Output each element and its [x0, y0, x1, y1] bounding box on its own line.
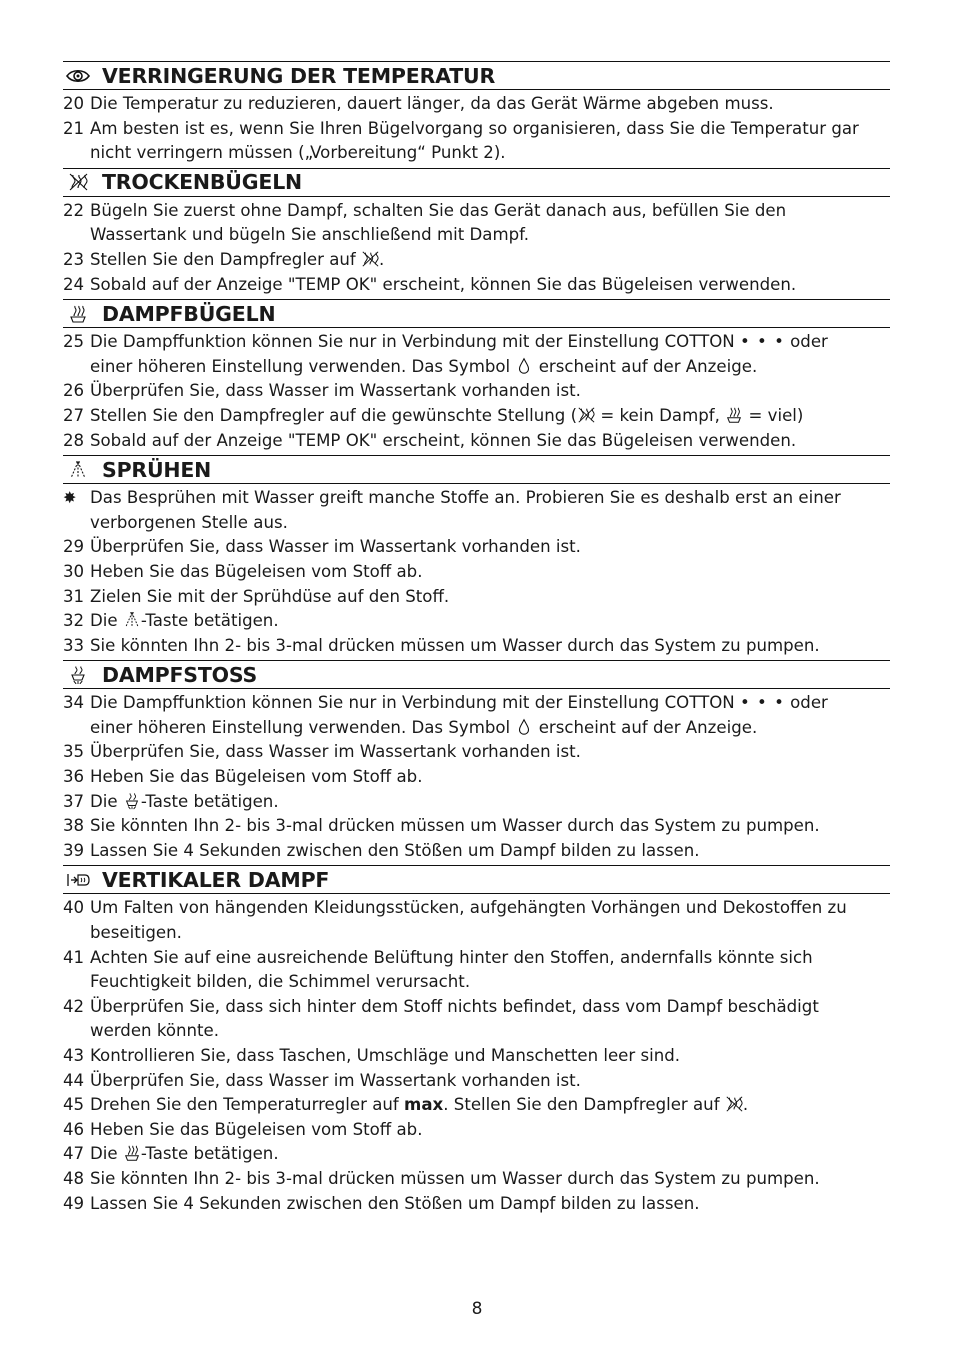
list-item: 35 Überprüfen Sie, dass Wasser im Wassertank vorhanden ist.: [63, 742, 581, 762]
list-item: 40 Um Falten von hängenden Kleidungsstücken, aufgehängten Vorhängen und Dekostoffen zu: [63, 898, 847, 918]
list-item-continued: Wassertank und bügeln Sie anschließend mit Dampf.: [90, 225, 530, 245]
list-item: 25 Die Dampffunktion können Sie nur in Verbindung mit der Einstellung COTTON • • • oder: [63, 332, 828, 352]
eye-icon: [64, 65, 92, 87]
list-item: 34 Die Dampffunktion können Sie nur in Verbindung mit der Einstellung COTTON • • • oder: [63, 693, 828, 713]
list-item: 20 Die Temperatur zu reduzieren, dauert länger, da das Gerät Wärme abgeben muss.: [63, 94, 774, 113]
warning-note: ✸ Das Besprühen mit Wasser greift manche Stoffe an. Probieren Sie es deshalb erst an einer: [63, 486, 890, 511]
section-steam-burst: [63, 660, 890, 863]
list-item: 49 Lassen Sie 4 Sekunden zwischen den Stößen um Dampf bilden zu lassen.: [63, 1193, 700, 1213]
list-item-continued: einer höheren Einstellung verwenden. Das Symbol erscheint auf der Anzeige.: [90, 717, 758, 737]
spray-icon: [64, 459, 92, 481]
section-header: [63, 865, 890, 894]
list-item: 28 Sobald auf der Anzeige "TEMP OK" erscheint, können Sie das Bügeleisen verwenden.: [63, 430, 797, 450]
list-item: 32 Die -Taste betätigen.: [63, 611, 279, 631]
list-item: 24 Sobald auf der Anzeige "TEMP OK" erscheint, können Sie das Bügeleisen verwenden.: [63, 274, 797, 294]
no-steam-icon: [64, 171, 92, 193]
section-header: [63, 168, 890, 197]
list-item: 45 Drehen Sie den Temperaturregler auf max. Stellen Sie den Dampfregler auf .: [63, 1095, 749, 1115]
list-item-continued: Feuchtigkeit bilden, die Schimmel verursacht.: [90, 972, 471, 992]
section-title: VERRINGERUNG DER TEMPERATUR: [102, 63, 496, 88]
no-steam-icon: [725, 1095, 743, 1113]
list-item: 31 Zielen Sie mit der Sprühdüse auf den Stoff.: [63, 586, 450, 606]
steam-burst-icon: [64, 664, 92, 686]
list-item: 22 Bügeln Sie zuerst ohne Dampf, schalten Sie das Gerät danach aus, befüllen Sie den: [63, 200, 787, 220]
no-steam-icon: [361, 250, 379, 268]
list-item: 44 Überprüfen Sie, dass Wasser im Wassertank vorhanden ist.: [63, 1070, 581, 1090]
list-item: 30 Heben Sie das Bügeleisen vom Stoff ab.: [63, 561, 423, 581]
drop-icon: [515, 357, 533, 375]
list-item: 21 Am besten ist es, wenn Sie Ihren Bügelvorgang so organisieren, dass Sie die Temperatur gar: [63, 118, 859, 138]
section-dry-ironing: [63, 168, 890, 297]
section-steam-ironing: [63, 299, 890, 453]
list-item: 23 Stellen Sie den Dampfregler auf .: [63, 249, 385, 269]
section-header: [63, 455, 890, 484]
list-item: 39 Lassen Sie 4 Sekunden zwischen den Stößen um Dampf bilden zu lassen.: [63, 840, 700, 860]
list-item: 36 Heben Sie das Bügeleisen vom Stoff ab.: [63, 767, 423, 787]
list-item-continued: werden könnte.: [90, 1021, 220, 1041]
section-title: SPRÜHEN: [102, 457, 212, 482]
list-item: 41 Achten Sie auf eine ausreichende Belüftung hinter den Stoffen, andernfalls könnte sich: [63, 947, 813, 967]
list-item: 29 Überprüfen Sie, dass Wasser im Wassertank vorhanden ist.: [63, 537, 581, 557]
list-item: 37 Die -Taste betätigen.: [63, 791, 279, 811]
page-number: 8: [471, 1299, 483, 1319]
manual-page: [63, 61, 890, 1218]
list-item: 42 Überprüfen Sie, dass sich hinter dem Stoff nichts befindet, dass vom Dampf beschädigt: [63, 996, 819, 1016]
section-temperature-reduction: [63, 61, 890, 166]
list-item: 48 Sie könnten Ihn 2- bis 3-mal drücken müssen um Wasser durch das System zu pumpen.: [63, 1168, 820, 1188]
spray-icon: [123, 611, 141, 629]
section-header: [63, 660, 890, 689]
cotton-dots: • • •: [739, 693, 785, 713]
section-vertical-steam: [63, 865, 890, 1216]
list-item: 27 Stellen Sie den Dampfregler auf die gewünschte Stellung ( = kein Dampf, = viel): [63, 405, 804, 425]
list-item: 38 Sie könnten Ihn 2- bis 3-mal drücken müssen um Wasser durch das System zu pumpen.: [63, 816, 820, 836]
warning-star-icon: ✸: [63, 488, 77, 508]
list-item-continued: beseitigen.: [90, 923, 182, 943]
steam-icon: [64, 303, 92, 325]
steam-icon: [123, 1144, 141, 1162]
section-title: TROCKENBÜGELN: [102, 170, 303, 195]
warning-note-continued: verborgenen Stelle aus.: [90, 512, 288, 532]
section-title: VERTIKALER DAMPF: [102, 867, 330, 892]
section-header: [63, 299, 890, 328]
drop-icon: [515, 718, 533, 736]
section-spraying: [63, 455, 890, 658]
list-item: 33 Sie könnten Ihn 2- bis 3-mal drücken müssen um Wasser durch das System zu pumpen.: [63, 635, 820, 655]
list-item: 26 Überprüfen Sie, dass Wasser im Wassertank vorhanden ist.: [63, 381, 581, 401]
list-item: 46 Heben Sie das Bügeleisen vom Stoff ab.: [63, 1119, 423, 1139]
list-item: 43 Kontrollieren Sie, dass Taschen, Umschläge und Manschetten leer sind.: [63, 1046, 681, 1065]
steam-icon: [725, 406, 743, 424]
cotton-dots: • • •: [739, 332, 785, 352]
no-steam-icon: [577, 406, 595, 424]
list-item-continued: nicht verringern müssen („Vorbereitung“ Punkt 2).: [90, 143, 506, 163]
list-item: 47 Die -Taste betätigen.: [63, 1144, 279, 1164]
section-title: DAMPFBÜGELN: [102, 301, 276, 326]
steam-burst-icon: [123, 792, 141, 810]
vertical-steam-icon: [64, 869, 92, 891]
section-title: DAMPFSTOSS: [102, 662, 258, 687]
list-item-continued: einer höheren Einstellung verwenden. Das Symbol erscheint auf der Anzeige.: [90, 356, 758, 376]
section-header: [63, 61, 890, 90]
